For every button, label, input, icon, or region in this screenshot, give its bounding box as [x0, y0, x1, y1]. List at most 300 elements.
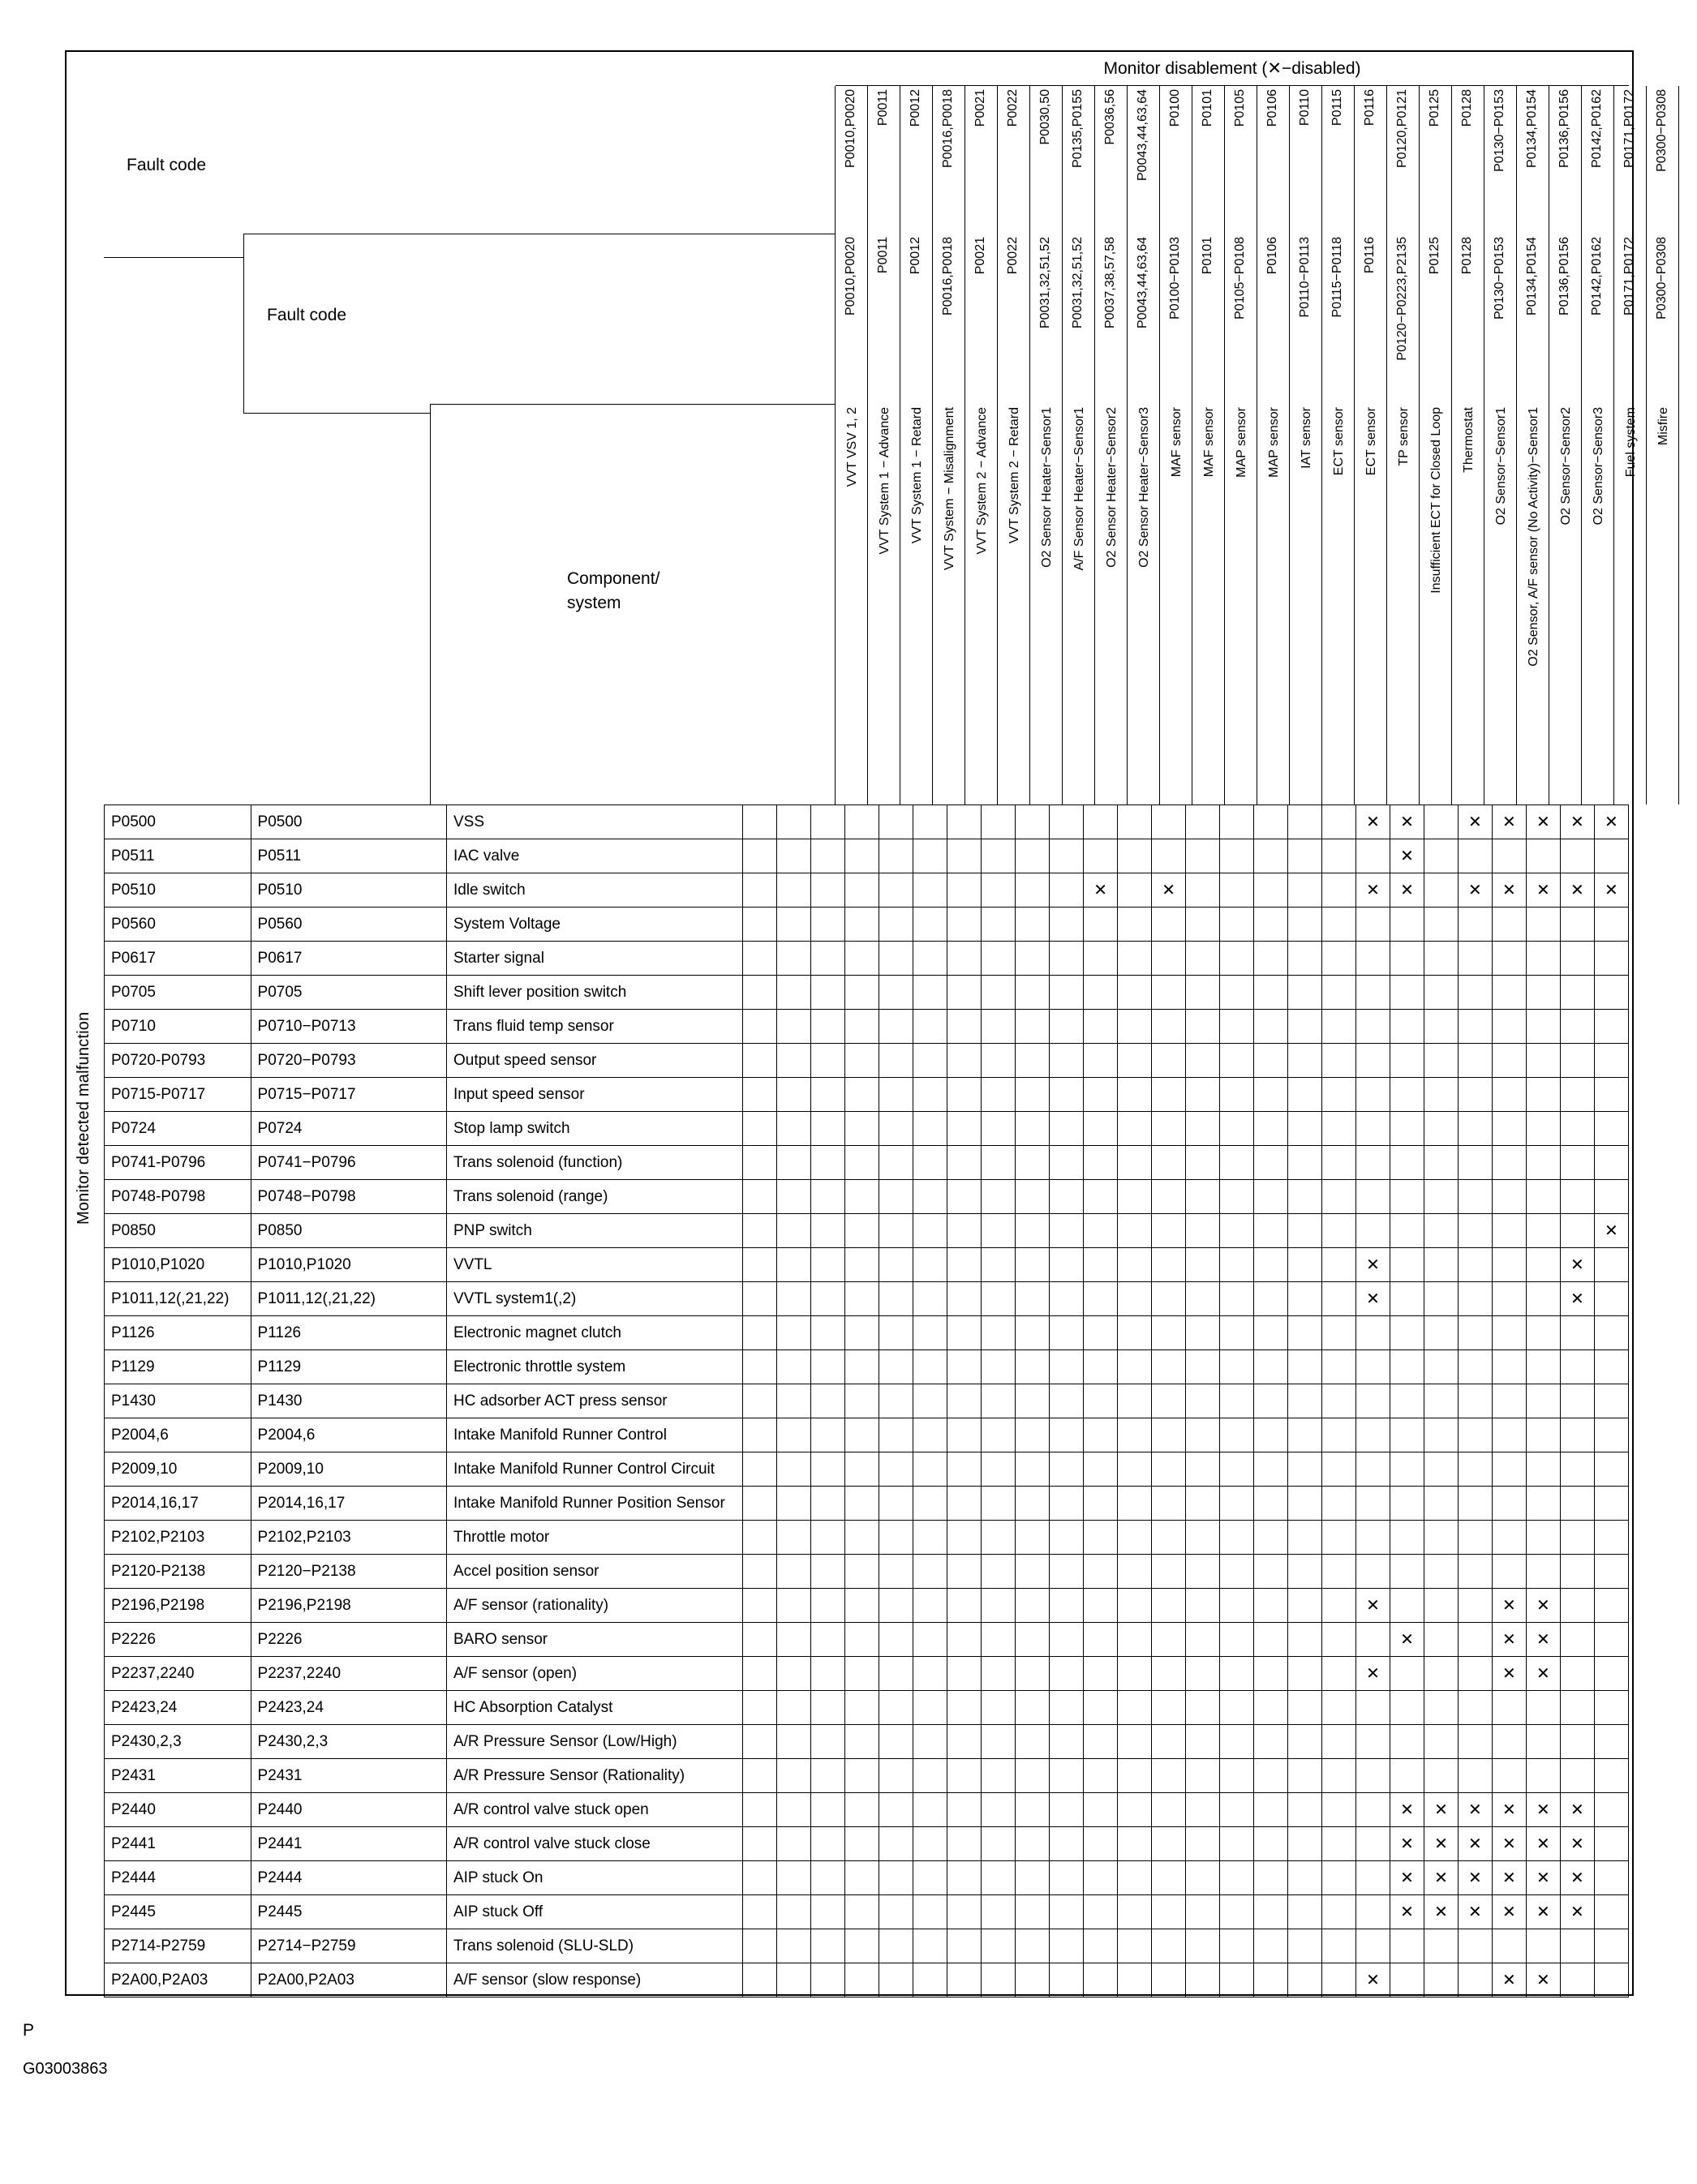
- cell-mark: [1560, 942, 1594, 976]
- column-code-row2: P0130−P0153: [1493, 237, 1506, 320]
- cell-mark: [1288, 1793, 1322, 1827]
- cell-mark: [1526, 1248, 1560, 1282]
- cell-mark: [811, 1146, 845, 1180]
- cell-mark: [1288, 1555, 1322, 1589]
- cell-mark: [1254, 1963, 1288, 1997]
- column-name: VVT VSV 1, 2: [845, 407, 859, 487]
- cell-mark: [1526, 1827, 1560, 1861]
- cell-mark: [1118, 1657, 1152, 1691]
- cell-mark: [1254, 1759, 1288, 1793]
- cell-mark: [982, 907, 1016, 942]
- cell-mark: [1118, 805, 1152, 839]
- cell-mark: [1186, 1282, 1220, 1316]
- cell-mark: [1118, 1759, 1152, 1793]
- cell-mark: [879, 1521, 913, 1555]
- cell-mark: [1050, 1589, 1084, 1623]
- table-row: [105, 873, 1629, 907]
- cell-mark: [1492, 805, 1526, 839]
- cell-mark: [1424, 1452, 1458, 1487]
- cell-mark: [879, 1316, 913, 1350]
- cell-fault-code-1: P1010,P1020: [105, 1248, 251, 1282]
- cell-fault-code-2: P2A00,P2A03: [251, 1963, 446, 1997]
- cell-mark: [1526, 1929, 1560, 1963]
- cell-mark: [1526, 1112, 1560, 1146]
- table-row: [105, 1418, 1629, 1452]
- cell-mark: [1526, 1384, 1560, 1418]
- cell-mark: [1355, 873, 1390, 907]
- cell-fault-code-2: P2196,P2198: [251, 1589, 446, 1623]
- cell-mark: [1050, 1793, 1084, 1827]
- cell-mark: [1050, 1691, 1084, 1725]
- cell-mark: [1016, 1044, 1050, 1078]
- cell-mark: [1526, 1146, 1560, 1180]
- cell-mark: [1526, 907, 1560, 942]
- cell-mark: [777, 1044, 811, 1078]
- column-code-row1: P0130−P0153: [1493, 89, 1506, 172]
- column-name: MAP sensor: [1235, 407, 1248, 478]
- column-code-row2: P0021: [973, 237, 987, 275]
- cell-mark: [845, 873, 879, 907]
- cell-mark: [811, 1555, 845, 1589]
- disabled-mark-icon: ✕: [1570, 1800, 1584, 1819]
- cell-mark: [1254, 942, 1288, 976]
- column-name: MAP sensor: [1267, 407, 1281, 478]
- disabled-mark-icon: ✕: [1502, 1664, 1516, 1683]
- cell-component-system: Intake Manifold Runner Control Circuit: [446, 1452, 742, 1487]
- column-name: Insufficient ECT for Closed Loop: [1429, 407, 1443, 594]
- cell-mark: [743, 976, 777, 1010]
- cell-fault-code-2: P0617: [251, 942, 446, 976]
- cell-mark: [1254, 1146, 1288, 1180]
- cell-mark: [1084, 1418, 1118, 1452]
- cell-mark: [1458, 1044, 1492, 1078]
- table-row: [105, 1895, 1629, 1929]
- column-header-21: [1484, 86, 1517, 805]
- cell-mark: [947, 1725, 982, 1759]
- cell-mark: [1594, 1214, 1628, 1248]
- cell-mark: [879, 1248, 913, 1282]
- column-code-row1: P0011: [876, 89, 890, 127]
- disabled-mark-icon: ✕: [1502, 1834, 1516, 1853]
- table-row: [105, 1010, 1629, 1044]
- cell-mark: [811, 1214, 845, 1248]
- cell-mark: [1220, 1827, 1254, 1861]
- column-header-16: [1322, 86, 1355, 805]
- cell-mark: [1458, 1929, 1492, 1963]
- cell-mark: [845, 1282, 879, 1316]
- cell-mark: [1118, 942, 1152, 976]
- cell-mark: [1492, 1963, 1526, 1997]
- cell-mark: [1526, 873, 1560, 907]
- cell-fault-code-2: P2120−P2138: [251, 1555, 446, 1589]
- cell-mark: [1355, 805, 1390, 839]
- cell-mark: [1355, 1112, 1390, 1146]
- cell-mark: [845, 1725, 879, 1759]
- cell-fault-code-1: P2441: [105, 1827, 251, 1861]
- cell-mark: [1424, 1487, 1458, 1521]
- cell-mark: [811, 1657, 845, 1691]
- cell-mark: [982, 1010, 1016, 1044]
- cell-mark: [1152, 1044, 1186, 1078]
- cell-mark: [1526, 1691, 1560, 1725]
- cell-fault-code-1: P2423,24: [105, 1691, 251, 1725]
- cell-mark: [1152, 1316, 1186, 1350]
- cell-mark: [982, 1861, 1016, 1895]
- cell-mark: [1322, 976, 1356, 1010]
- cell-mark: [913, 1759, 947, 1793]
- disabled-mark-icon: ✕: [1605, 881, 1618, 899]
- cell-mark: [879, 1452, 913, 1487]
- cell-mark: [1220, 1589, 1254, 1623]
- column-code-row1: P0101: [1201, 89, 1214, 127]
- column-code-row1: P0106: [1265, 89, 1279, 127]
- cell-mark: [1458, 1112, 1492, 1146]
- cell-mark: [1220, 907, 1254, 942]
- cell-mark: [913, 805, 947, 839]
- column-name: O2 Sensor−Sensor2: [1559, 407, 1573, 526]
- cell-mark: [1016, 1112, 1050, 1146]
- disabled-mark-icon: ✕: [1536, 881, 1550, 899]
- cell-mark: [1084, 1248, 1118, 1282]
- disabled-mark-icon: ✕: [1570, 1289, 1584, 1308]
- cell-mark: [1322, 1078, 1356, 1112]
- column-code-row1: P0125: [1428, 89, 1441, 127]
- cell-fault-code-2: P0710−P0713: [251, 1010, 446, 1044]
- cell-mark: [1458, 1180, 1492, 1214]
- cell-mark: [1390, 1793, 1424, 1827]
- cell-mark: [1594, 1180, 1628, 1214]
- cell-mark: [1084, 1963, 1118, 1997]
- cell-fault-code-1: P0510: [105, 873, 251, 907]
- column-name: VVT System 2 − Retard: [1007, 407, 1021, 544]
- disabled-mark-icon: ✕: [1468, 813, 1482, 831]
- cell-fault-code-1: P0724: [105, 1112, 251, 1146]
- cell-mark: [777, 1759, 811, 1793]
- column-code-row2: P0134,P0154: [1525, 237, 1539, 315]
- cell-mark: [1288, 1452, 1322, 1487]
- cell-fault-code-2: P2004,6: [251, 1418, 446, 1452]
- column-header-18: [1387, 86, 1420, 805]
- cell-mark: [1594, 907, 1628, 942]
- cell-mark: [811, 1044, 845, 1078]
- cell-mark: [1220, 942, 1254, 976]
- cell-mark: [1016, 942, 1050, 976]
- cell-mark: [743, 1044, 777, 1078]
- cell-mark: [1424, 1214, 1458, 1248]
- cell-mark: [1220, 1146, 1254, 1180]
- cell-mark: [1560, 805, 1594, 839]
- column-code-row1: P0100: [1168, 89, 1182, 127]
- cell-mark: [879, 873, 913, 907]
- cell-mark: [1084, 1657, 1118, 1691]
- cell-mark: [982, 1793, 1016, 1827]
- cell-mark: [947, 805, 982, 839]
- cell-mark: [1492, 1827, 1526, 1861]
- cell-mark: [1084, 1861, 1118, 1895]
- cell-component-system: Trans solenoid (SLU-SLD): [446, 1929, 742, 1963]
- disabled-mark-icon: ✕: [1536, 1869, 1550, 1887]
- cell-component-system: A/R Pressure Sensor (Rationality): [446, 1759, 742, 1793]
- cell-mark: [913, 1452, 947, 1487]
- cell-mark: [1492, 1282, 1526, 1316]
- column-name: VVT System 1 − Retard: [910, 407, 924, 544]
- column-code-row1: P0135,P0155: [1071, 89, 1085, 168]
- cell-mark: [1016, 1214, 1050, 1248]
- cell-mark: [1118, 1384, 1152, 1418]
- cell-mark: [1560, 1963, 1594, 1997]
- cell-mark: [811, 1384, 845, 1418]
- cell-mark: [811, 1010, 845, 1044]
- cell-mark: [777, 1589, 811, 1623]
- cell-mark: [1424, 1589, 1458, 1623]
- data-table-wrap: [104, 805, 1629, 1997]
- cell-mark: [1118, 1725, 1152, 1759]
- cell-mark: [743, 1418, 777, 1452]
- cell-mark: [811, 1350, 845, 1384]
- cell-mark: [1322, 1725, 1356, 1759]
- cell-mark: [1084, 1623, 1118, 1657]
- cell-mark: [1016, 1793, 1050, 1827]
- cell-mark: [777, 805, 811, 839]
- cell-mark: [1355, 1452, 1390, 1487]
- table-row: [105, 1929, 1629, 1963]
- cell-mark: [1050, 942, 1084, 976]
- cell-mark: [879, 1623, 913, 1657]
- cell-mark: [1390, 1555, 1424, 1589]
- table-row: [105, 1861, 1629, 1895]
- cell-mark: [1016, 1827, 1050, 1861]
- cell-mark: [1186, 1214, 1220, 1248]
- cell-mark: [1458, 1861, 1492, 1895]
- cell-mark: [1220, 1793, 1254, 1827]
- cell-mark: [1288, 1180, 1322, 1214]
- cell-mark: [1355, 1248, 1390, 1282]
- cell-component-system: Shift lever position switch: [446, 976, 742, 1010]
- column-code-row1: P0022: [1006, 89, 1020, 127]
- cell-mark: [1152, 1589, 1186, 1623]
- cell-fault-code-2: P2440: [251, 1793, 446, 1827]
- cell-mark: [1492, 1521, 1526, 1555]
- cell-mark: [777, 1487, 811, 1521]
- page-letter: P: [23, 2021, 35, 2040]
- disabled-mark-icon: ✕: [1570, 1903, 1584, 1921]
- column-code-row1: P0128: [1460, 89, 1474, 127]
- cell-mark: [845, 1861, 879, 1895]
- figure-id: G03003863: [23, 2060, 108, 2078]
- cell-mark: [777, 839, 811, 873]
- table-row: [105, 1452, 1629, 1487]
- cell-mark: [1118, 1044, 1152, 1078]
- cell-mark: [743, 1929, 777, 1963]
- column-header-13: [1225, 86, 1257, 805]
- cell-mark: [1424, 805, 1458, 839]
- disabled-mark-icon: ✕: [1536, 1971, 1550, 1989]
- cell-mark: [1084, 1929, 1118, 1963]
- table-row: [105, 1112, 1629, 1146]
- table-row: [105, 907, 1629, 942]
- cell-mark: [845, 1044, 879, 1078]
- column-name: O2 Sensor−Sensor3: [1592, 407, 1605, 526]
- cell-mark: [1492, 1589, 1526, 1623]
- column-code-row2: P0120−P0223,P2135: [1395, 237, 1409, 361]
- cell-mark: [845, 1452, 879, 1487]
- cell-mark: [947, 1112, 982, 1146]
- cell-mark: [1560, 1044, 1594, 1078]
- cell-mark: [1050, 873, 1084, 907]
- cell-mark: [1355, 1146, 1390, 1180]
- cell-mark: [1526, 976, 1560, 1010]
- cell-mark: [845, 1827, 879, 1861]
- cell-fault-code-1: P0715-P0717: [105, 1078, 251, 1112]
- cell-fault-code-1: P0720-P0793: [105, 1044, 251, 1078]
- column-code-row1: P0036,56: [1103, 89, 1117, 145]
- cell-fault-code-1: P2714-P2759: [105, 1929, 251, 1963]
- cell-mark: [1152, 1759, 1186, 1793]
- cell-mark: [845, 1895, 879, 1929]
- cell-mark: [1288, 907, 1322, 942]
- cell-mark: [879, 1078, 913, 1112]
- cell-mark: [1220, 1623, 1254, 1657]
- disabled-mark-icon: ✕: [1434, 1903, 1448, 1921]
- cell-mark: [1220, 1452, 1254, 1487]
- cell-component-system: A/R control valve stuck close: [446, 1827, 742, 1861]
- cell-mark: [1594, 1112, 1628, 1146]
- cell-mark: [1390, 942, 1424, 976]
- cell-mark: [1458, 1555, 1492, 1589]
- cell-mark: [947, 1248, 982, 1282]
- cell-mark: [1322, 1793, 1356, 1827]
- cell-mark: [811, 1963, 845, 1997]
- cell-mark: [1458, 1384, 1492, 1418]
- cell-mark: [913, 1929, 947, 1963]
- column-code-row2: P0300−P0308: [1655, 237, 1669, 320]
- cell-mark: [1390, 907, 1424, 942]
- cell-mark: [743, 1861, 777, 1895]
- cell-fault-code-2: P2445: [251, 1895, 446, 1929]
- cell-mark: [1322, 1418, 1356, 1452]
- cell-mark: [845, 907, 879, 942]
- cell-mark: [1118, 1282, 1152, 1316]
- cell-mark: [1254, 1282, 1288, 1316]
- column-code-row2: P0043,44,63,64: [1136, 237, 1149, 328]
- cell-mark: [1390, 1350, 1424, 1384]
- table-row: [105, 1793, 1629, 1827]
- cell-mark: [743, 1316, 777, 1350]
- cell-mark: [1152, 1861, 1186, 1895]
- cell-mark: [1355, 1725, 1390, 1759]
- cell-mark: [1084, 1010, 1118, 1044]
- cell-mark: [1560, 1623, 1594, 1657]
- cell-mark: [1118, 1112, 1152, 1146]
- cell-fault-code-2: P2714−P2759: [251, 1929, 446, 1963]
- cell-mark: [1186, 1861, 1220, 1895]
- cell-mark: [1186, 1691, 1220, 1725]
- column-code-row1: P0021: [973, 89, 987, 127]
- cell-mark: [1560, 1589, 1594, 1623]
- cell-mark: [1186, 1180, 1220, 1214]
- cell-mark: [982, 1112, 1016, 1146]
- disabled-mark-icon: ✕: [1366, 1971, 1380, 1989]
- cell-mark: [845, 1623, 879, 1657]
- cell-mark: [1220, 976, 1254, 1010]
- cell-mark: [1355, 942, 1390, 976]
- cell-mark: [1458, 1214, 1492, 1248]
- cell-mark: [879, 1350, 913, 1384]
- cell-mark: [777, 907, 811, 942]
- cell-mark: [1254, 1044, 1288, 1078]
- column-header-17: [1355, 86, 1387, 805]
- cell-fault-code-2: P0510: [251, 873, 446, 907]
- cell-mark: [1322, 1623, 1356, 1657]
- cell-mark: [1288, 1010, 1322, 1044]
- cell-mark: [1594, 1555, 1628, 1589]
- cell-mark: [982, 1555, 1016, 1589]
- cell-mark: [1288, 1725, 1322, 1759]
- cell-mark: [947, 1078, 982, 1112]
- cell-mark: [947, 1384, 982, 1418]
- disabled-mark-icon: ✕: [1536, 1903, 1550, 1921]
- cell-mark: [1152, 907, 1186, 942]
- cell-mark: [947, 976, 982, 1010]
- cell-mark: [1458, 1691, 1492, 1725]
- disabled-mark-icon: ✕: [1502, 1800, 1516, 1819]
- cell-mark: [1152, 1487, 1186, 1521]
- cell-mark: [1152, 1112, 1186, 1146]
- cell-mark: [1594, 1963, 1628, 1997]
- cell-mark: [1560, 1010, 1594, 1044]
- cell-mark: [1050, 1657, 1084, 1691]
- column-code-row1: P0030,50: [1038, 89, 1052, 145]
- cell-mark: [1355, 1895, 1390, 1929]
- column-name: O2 Sensor Heater−Sensor1: [1040, 407, 1054, 568]
- cell-fault-code-1: P0705: [105, 976, 251, 1010]
- cell-mark: [982, 1316, 1016, 1350]
- cell-mark: [1016, 1384, 1050, 1418]
- cell-fault-code-2: P0500: [251, 805, 446, 839]
- cell-mark: [1254, 907, 1288, 942]
- disabled-mark-icon: ✕: [1536, 1596, 1550, 1615]
- disabled-mark-icon: ✕: [1536, 813, 1550, 831]
- cell-mark: [947, 1521, 982, 1555]
- cell-fault-code-2: P1430: [251, 1384, 446, 1418]
- cell-mark: [879, 1725, 913, 1759]
- cell-mark: [1118, 1963, 1152, 1997]
- cell-mark: [982, 1929, 1016, 1963]
- cell-mark: [1084, 1452, 1118, 1487]
- cell-mark: [1390, 1521, 1424, 1555]
- cell-mark: [1322, 1044, 1356, 1078]
- cell-component-system: Electronic throttle system: [446, 1350, 742, 1384]
- cell-mark: [1016, 976, 1050, 1010]
- cell-mark: [1016, 1452, 1050, 1487]
- cell-mark: [913, 1384, 947, 1418]
- cell-mark: [947, 1180, 982, 1214]
- cell-mark: [1458, 976, 1492, 1010]
- cell-mark: [947, 873, 982, 907]
- disabled-mark-icon: ✕: [1570, 1869, 1584, 1887]
- cell-mark: [1492, 1180, 1526, 1214]
- cell-mark: [1050, 1316, 1084, 1350]
- cell-mark: [1492, 1759, 1526, 1793]
- column-code-row1: P0142,P0162: [1590, 89, 1604, 168]
- cell-mark: [879, 1044, 913, 1078]
- cell-mark: [1322, 1350, 1356, 1384]
- cell-mark: [1424, 942, 1458, 976]
- cell-fault-code-1: P0741-P0796: [105, 1146, 251, 1180]
- cell-mark: [1118, 1146, 1152, 1180]
- cell-mark: [879, 942, 913, 976]
- disabled-mark-icon: ✕: [1502, 1971, 1516, 1989]
